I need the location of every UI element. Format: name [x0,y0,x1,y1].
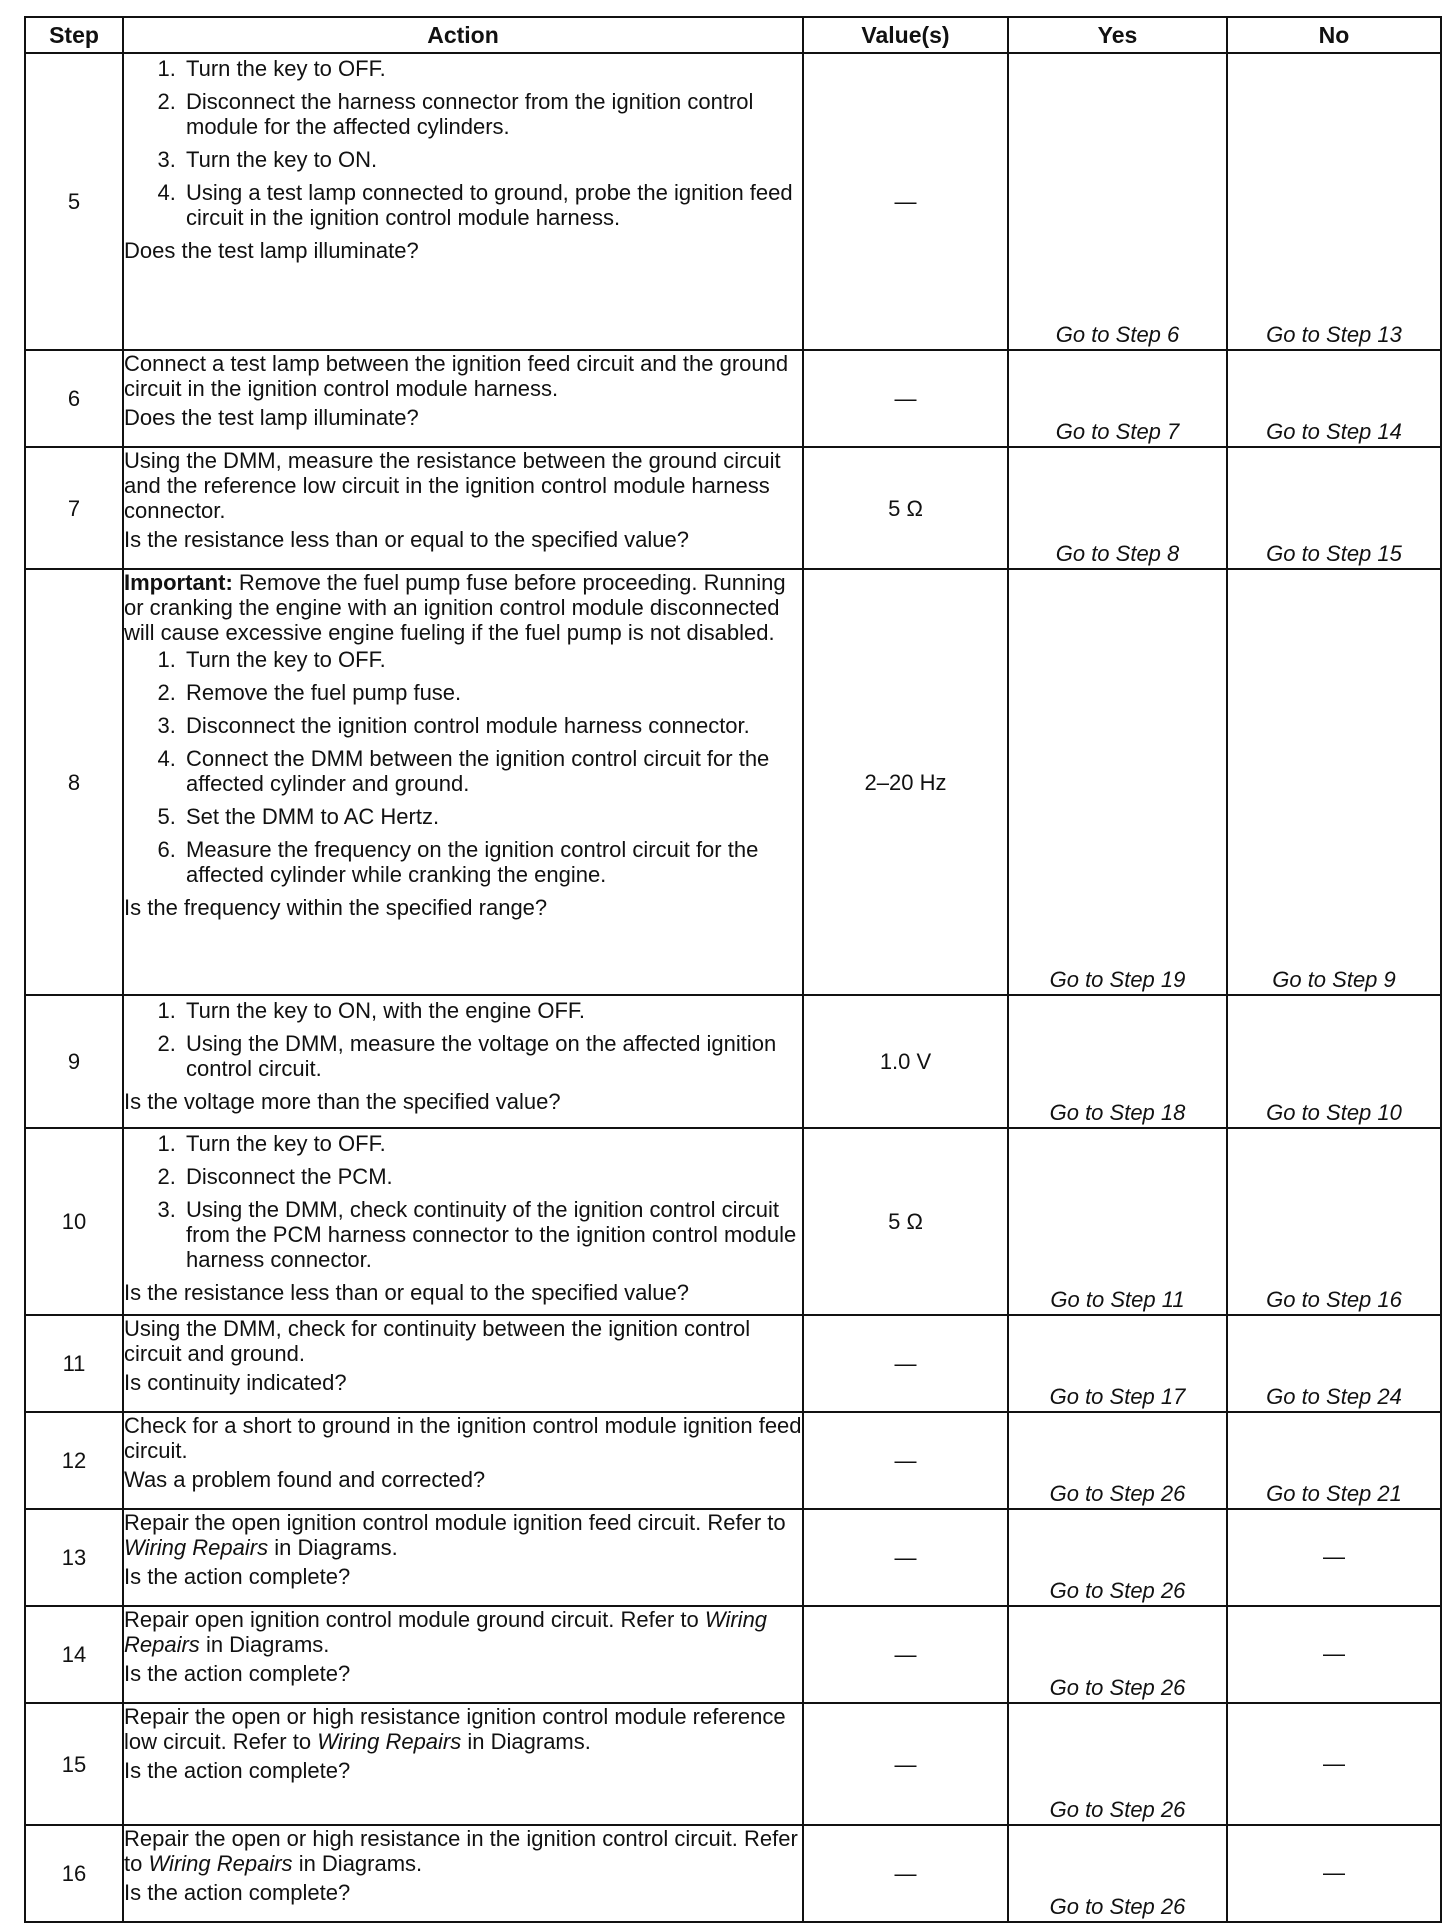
action-cell [123,1128,803,1315]
text-after: in Diagrams. [274,1535,398,1560]
wiring-repairs-ref: Wiring Repairs [124,1607,768,1657]
no-cell: — [1227,1606,1441,1703]
diagnostic-table [24,16,1442,1923]
wiring-repairs-ref: Wiring Repairs [124,1535,269,1560]
list-item: 2. Disconnect the PCM. [182,1164,802,1189]
no-header: No [1227,17,1441,53]
action-header: Action [123,17,803,53]
action-cell [123,350,803,447]
yes-cell: Go to Step 26 [1008,1412,1227,1509]
step-number: 12 [25,1412,123,1509]
text-before: Repair the open or high resistance ignition control module reference low circuit. Refer to [124,1704,786,1754]
no-cell: Go to Step 14 [1227,350,1441,447]
question-text: Is continuity indicated? [124,1370,347,1395]
text-before: Repair the open or high resistance in the ignition control circuit. Refer to [124,1826,798,1876]
list-item: 3. Turn the key to ON. [182,147,802,172]
value-cell: 5 Ω [803,1128,1008,1315]
step-header: Step [25,17,123,53]
action-cell [123,1825,803,1922]
value-cell: 5 Ω [803,447,1008,569]
action-cell [123,447,803,569]
wiring-repairs-ref: Wiring Repairs [317,1729,462,1754]
list-item: 3. Using the DMM, check continuity of the ignition control circuit from the PCM harness connector to the ignition control module harness connector. [182,1197,802,1272]
list-item: 1. Turn the key to OFF. [182,647,802,672]
question-text: Is the action complete? [124,1661,351,1686]
yes-cell: Go to Step 26 [1008,1825,1227,1922]
yes-cell: Go to Step 19 [1008,569,1227,995]
list-item: 2. Using the DMM, measure the voltage on the affected ignition control circuit. [182,1031,802,1081]
list-item: 4. Using a test lamp connected to ground, probe the ignition feed circuit in the ignition control module harness. [182,180,802,230]
no-cell: — [1227,1825,1441,1922]
table-row [25,1412,1441,1509]
question-text: Is the voltage more than the specified value? [124,1089,561,1114]
value-cell: 2–20 Hz [803,569,1008,995]
table-row [25,447,1441,569]
step-number: 9 [25,995,123,1128]
yes-cell: Go to Step 6 [1008,53,1227,350]
question-text: Is the resistance less than or equal to the specified value? [124,1280,690,1305]
action-text: Connect a test lamp between the ignition feed circuit and the ground circuit in the ignition control module harness. [124,351,789,401]
step-number: 14 [25,1606,123,1703]
question-text: Does the test lamp illuminate? [124,238,419,263]
no-cell: Go to Step 9 [1227,569,1441,995]
no-cell: Go to Step 16 [1227,1128,1441,1315]
step-number: 5 [25,53,123,350]
value-cell: — [803,1412,1008,1509]
question-text: Is the action complete? [124,1880,351,1905]
important-label: Important: [124,570,233,595]
action-cell [123,995,803,1128]
text-after: in Diagrams. [467,1729,591,1754]
text-after: in Diagrams. [205,1632,330,1657]
value-cell: 1.0 V [803,995,1008,1128]
question-text: Is the action complete? [124,1758,351,1783]
value-cell: — [803,1606,1008,1703]
value-cell: — [803,1825,1008,1922]
table-row [25,1606,1441,1703]
list-item: 2. Remove the fuel pump fuse. [182,680,802,705]
step-number: 16 [25,1825,123,1922]
text-after: in Diagrams. [298,1851,423,1876]
values-header: Value(s) [803,17,1008,53]
step-number: 7 [25,447,123,569]
action-cell [123,1703,803,1825]
action-list [124,1131,802,1272]
action-cell [123,569,803,995]
value-cell: — [803,53,1008,350]
action-text: Using the DMM, check for continuity between the ignition control circuit and ground. [124,1316,751,1366]
step-number: 11 [25,1315,123,1412]
text-before: Repair the open ignition control module ignition feed circuit. Refer to [124,1510,786,1535]
question-text: Is the resistance less than or equal to the specified value? [124,527,690,552]
list-item: 1. Turn the key to ON, with the engine OFF. [182,998,802,1023]
yes-cell: Go to Step 26 [1008,1606,1227,1703]
action-list [124,56,802,230]
action-cell [123,53,803,350]
list-item: 6. Measure the frequency on the ignition control circuit for the affected cylinder while cranking the engine. [182,837,802,887]
action-text [124,1704,802,1754]
list-item: 5. Set the DMM to AC Hertz. [182,804,802,829]
value-cell: — [803,350,1008,447]
no-cell: Go to Step 15 [1227,447,1441,569]
yes-cell: Go to Step 18 [1008,995,1227,1128]
yes-cell: Go to Step 26 [1008,1703,1227,1825]
table-row [25,1315,1441,1412]
no-cell: Go to Step 10 [1227,995,1441,1128]
list-item: 4. Connect the DMM between the ignition control circuit for the affected cylinder and ground. [182,746,802,796]
step-number: 15 [25,1703,123,1825]
yes-header: Yes [1008,17,1227,53]
question-text: Is the frequency within the specified range? [124,895,548,920]
header-row [25,17,1441,53]
action-cell [123,1412,803,1509]
list-item: 2. Disconnect the harness connector from the ignition control module for the affected cylinders. [182,89,802,139]
table-row [25,1509,1441,1606]
value-cell: — [803,1509,1008,1606]
action-text [124,1510,802,1560]
action-text: Check for a short to ground in the ignition control module ignition feed circuit. [124,1413,802,1463]
action-text [124,1607,802,1657]
value-cell: — [803,1703,1008,1825]
action-text [124,1826,802,1876]
yes-cell: Go to Step 7 [1008,350,1227,447]
table-row [25,1703,1441,1825]
wiring-repairs-ref: Wiring Repairs [148,1851,293,1876]
table-row [25,995,1441,1128]
question-text: Is the action complete? [124,1564,351,1589]
yes-cell: Go to Step 17 [1008,1315,1227,1412]
table-row [25,53,1441,350]
important-note [124,570,802,645]
text-before: Repair open ignition control module ground circuit. Refer to [124,1607,699,1632]
no-cell: — [1227,1703,1441,1825]
action-list [124,998,802,1081]
value-cell: — [803,1315,1008,1412]
step-number: 10 [25,1128,123,1315]
action-cell [123,1606,803,1703]
step-number: 8 [25,569,123,995]
list-item: 1. Turn the key to OFF. [182,56,802,81]
action-cell [123,1315,803,1412]
important-text: Remove the fuel pump fuse before proceeding. Running or cranking the engine with an ignition control module disconnected will cause excessive engine fueling if the fuel pump is not disabled. [124,570,786,645]
no-cell: Go to Step 13 [1227,53,1441,350]
table-row [25,569,1441,995]
question-text: Does the test lamp illuminate? [124,405,419,430]
yes-cell: Go to Step 26 [1008,1509,1227,1606]
question-text: Was a problem found and corrected? [124,1467,486,1492]
action-cell [123,1509,803,1606]
list-item: 1. Turn the key to OFF. [182,1131,802,1156]
list-item: 3. Disconnect the ignition control module harness connector. [182,713,802,738]
table-row [25,1128,1441,1315]
table-row [25,350,1441,447]
step-number: 6 [25,350,123,447]
no-cell: — [1227,1509,1441,1606]
step-number: 13 [25,1509,123,1606]
table-row [25,1825,1441,1922]
yes-cell: Go to Step 11 [1008,1128,1227,1315]
yes-cell: Go to Step 8 [1008,447,1227,569]
no-cell: Go to Step 24 [1227,1315,1441,1412]
no-cell: Go to Step 21 [1227,1412,1441,1509]
action-list [124,647,802,887]
action-text: Using the DMM, measure the resistance between the ground circuit and the reference low circuit in the ignition control module harness connector. [124,448,781,523]
